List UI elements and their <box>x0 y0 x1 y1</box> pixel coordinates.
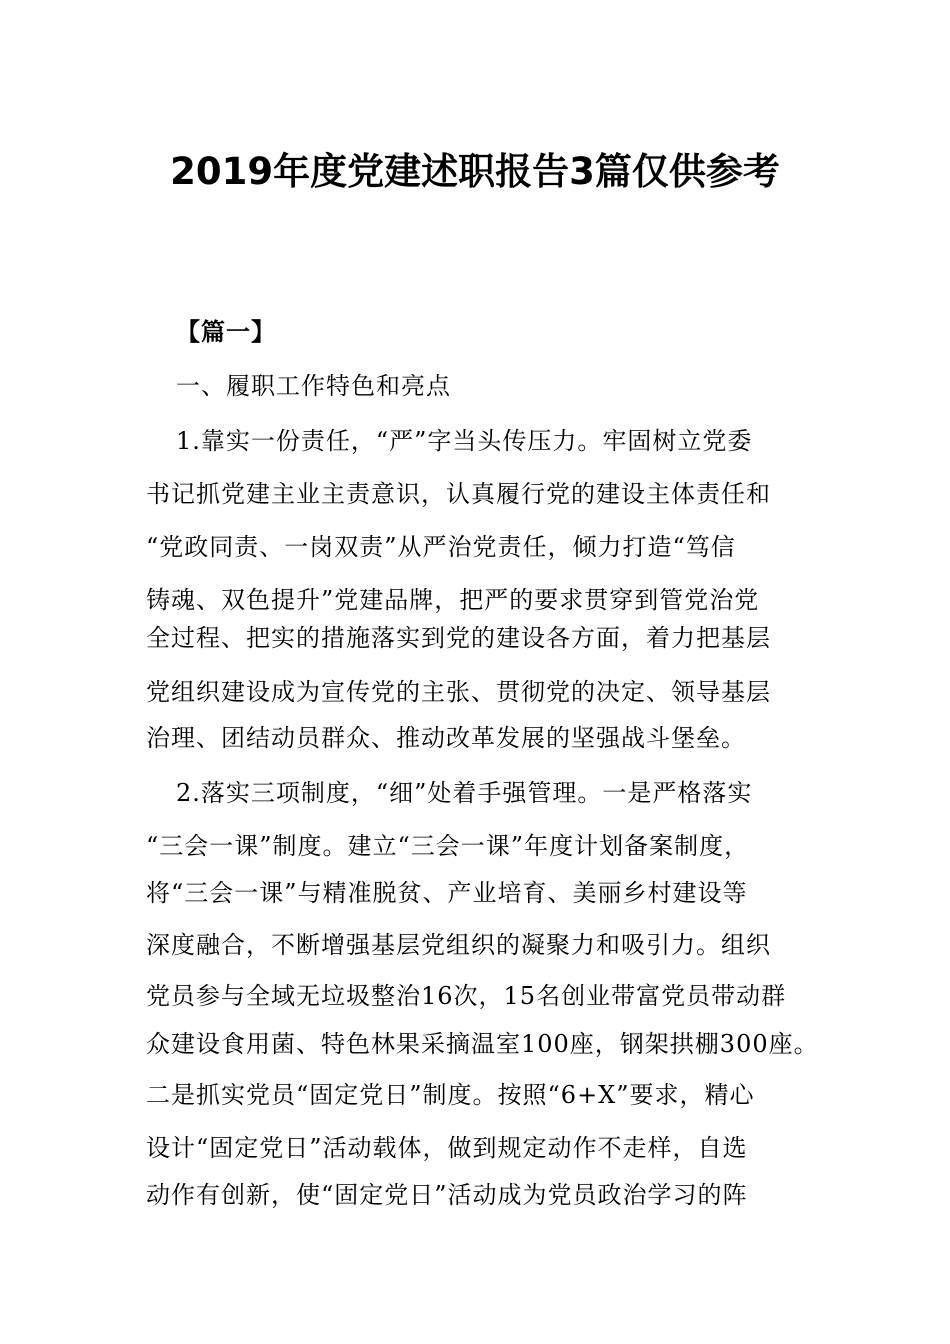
paragraph-line: 将“三会一课”与精准脱贫、产业培育、美丽乡村建设等 <box>146 879 748 907</box>
paragraph-line: 铸魂、双色提升”党建品牌，把严的要求贯穿到管党治党 <box>146 586 760 614</box>
section-label: 【篇一】 <box>176 318 276 346</box>
document-title: 2019年度党建述职报告3篇仅供参考 <box>170 150 780 193</box>
paragraph-line: 党员参与全域无垃圾整治16次，15名创业带富党员带动群 <box>146 982 787 1010</box>
paragraph-line: 众建设食用菌、特色林果采摘温室100座，钢架拱棚300座。 <box>146 1030 819 1058</box>
paragraph-line: 2.落实三项制度，“细”处着手强管理。一是严格落实 <box>176 779 753 807</box>
paragraph-line: 二是抓实党员“固定党日”制度。按照“6+X”要求，精心 <box>146 1081 755 1109</box>
paragraph-line: 动作有创新，使“固定党日”活动成为党员政治学习的阵 <box>146 1181 748 1209</box>
paragraph-line: 治理、团结动员群众、推动改革发展的坚强战斗堡垒。 <box>146 724 746 752</box>
paragraph-line: “党政同责、一岗双责”从严治党责任，倾力打造“笃信 <box>146 533 736 561</box>
paragraph-line: “三会一课”制度。建立“三会一课”年度计划备案制度， <box>146 832 750 860</box>
section-heading: 一、履职工作特色和亮点 <box>176 372 451 400</box>
paragraph-line: 深度融合，不断增强基层党组织的凝聚力和吸引力。组织 <box>146 931 771 959</box>
paragraph-line: 书记抓党建主业主责意识，认真履行党的建设主体责任和 <box>146 480 771 508</box>
paragraph-line: 1.靠实一份责任，“严”字当头传压力。牢固树立党委 <box>176 427 753 455</box>
paragraph-line: 党组织建设成为宣传党的主张、贯彻党的决定、领导基层 <box>146 678 771 706</box>
paragraph-line: 设计“固定党日”活动载体，做到规定动作不走样，自选 <box>146 1134 748 1162</box>
paragraph-line: 全过程、把实的措施落实到党的建设各方面，着力把基层 <box>146 624 771 652</box>
